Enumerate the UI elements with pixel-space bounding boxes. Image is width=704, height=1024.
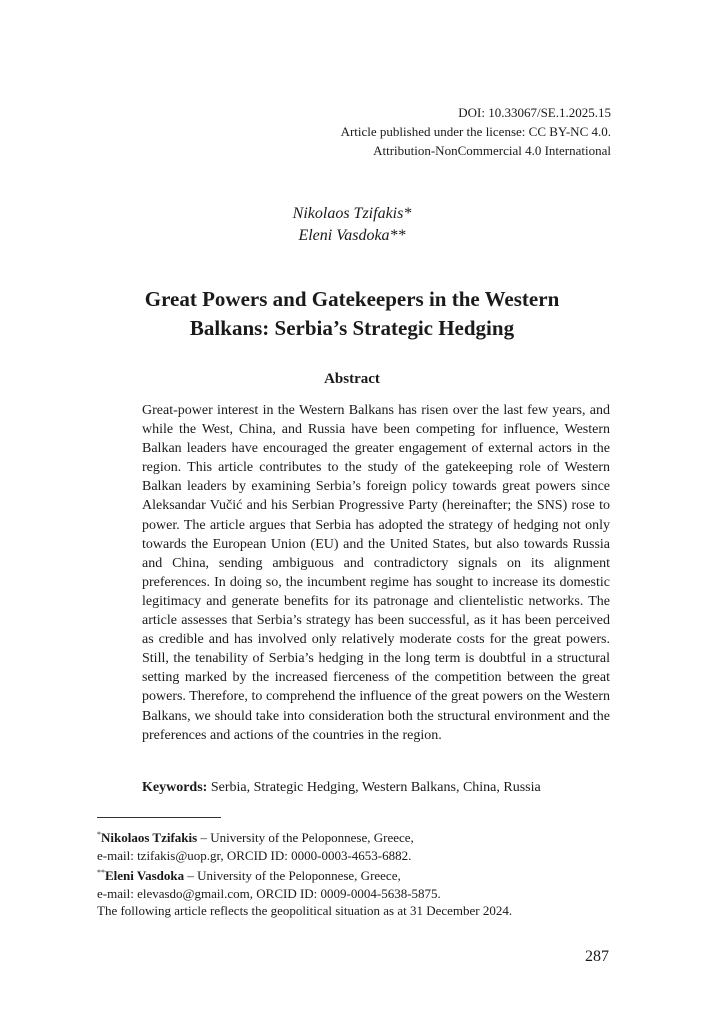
- footnote-2: **Eleni Vasdoka – University of the Peloponnese, Greece,: [97, 868, 401, 883]
- author-1: Nikolaos Tzifakis*: [292, 205, 412, 222]
- keywords-text: Serbia, Strategic Hedging, Western Balkans, China, Russia: [207, 780, 541, 795]
- footnote-1-contact: e-mail: tzifakis@uop.gr, ORCID ID: 0000-0003-4653-6882.: [97, 847, 412, 863]
- license-type-line: Attribution-NonCommercial 4.0 International: [373, 143, 611, 158]
- author-2: Eleni Vasdoka**: [298, 227, 406, 244]
- article-title: Great Powers and Gatekeepers in the Western Balkans: Serbia’s Strategic Hedging: [144, 287, 560, 340]
- author-list: [0, 203, 704, 247]
- abstract-heading: Abstract: [324, 371, 380, 387]
- article-metadata: [341, 103, 611, 160]
- author-1-mark: *: [403, 205, 412, 222]
- author-2-mark: **: [389, 227, 406, 244]
- doi-line: DOI: 10.33067/SE.1.2025.15: [458, 105, 611, 120]
- footnote-divider: [97, 817, 221, 818]
- page-number: 287: [585, 948, 609, 965]
- footnote-1: *Nikolaos Tzifakis – University of the Peloponnese, Greece,: [97, 830, 414, 845]
- footnote-2-contact: e-mail: elevasdo@gmail.com, ORCID ID: 0009-0004-5638-5875.: [97, 885, 441, 901]
- abstract-body: Great-power interest in the Western Balkans has risen over the last few years, and while the West, China, and Russia have been competing for influence, Western Balkan leaders have encouraged the greater engagement of external actors in the region. This article contributes to the study of the gatekeeping role of Western Balkan leaders by examining Serbia’s foreign policy towards great powers since Aleksandar Vučić and his Serbian Progressive Party (hereinafter; the SNS) rose to power. The article argues that Serbia has adopted the strategy of hedging not only towards the European Union (EU) and the United States, but also towards Russia and China, sending ambiguous and contradictory signals on its alignment preferences. In doing so, the incumbent regime has sought to increase its domestic legitimacy and generate benefits for its patronage and clientelistic networks. The article assesses that Serbia’s strategy has been successful, as it has been perceived as credible and has involved only relatively moderate costs for the great powers. Still, the tenability of Serbia’s hedging in the long term is doubtful in a structural setting marked by the increased fierceness of the competition between the great powers. Therefore, to comprehend the influence of the great powers on the Western Balkans, we should take into consideration both the structural environment and the preferences and actions of the countries in the region.: [142, 403, 610, 743]
- keywords: [142, 778, 612, 797]
- license-line: Article published under the license: CC BY-NC 4.0.: [340, 124, 611, 139]
- footnotes: [97, 826, 617, 920]
- footnote-note: The following article reflects the geopolitical situation as at 31 December 2024.: [97, 903, 513, 918]
- keywords-label: Keywords:: [142, 780, 208, 795]
